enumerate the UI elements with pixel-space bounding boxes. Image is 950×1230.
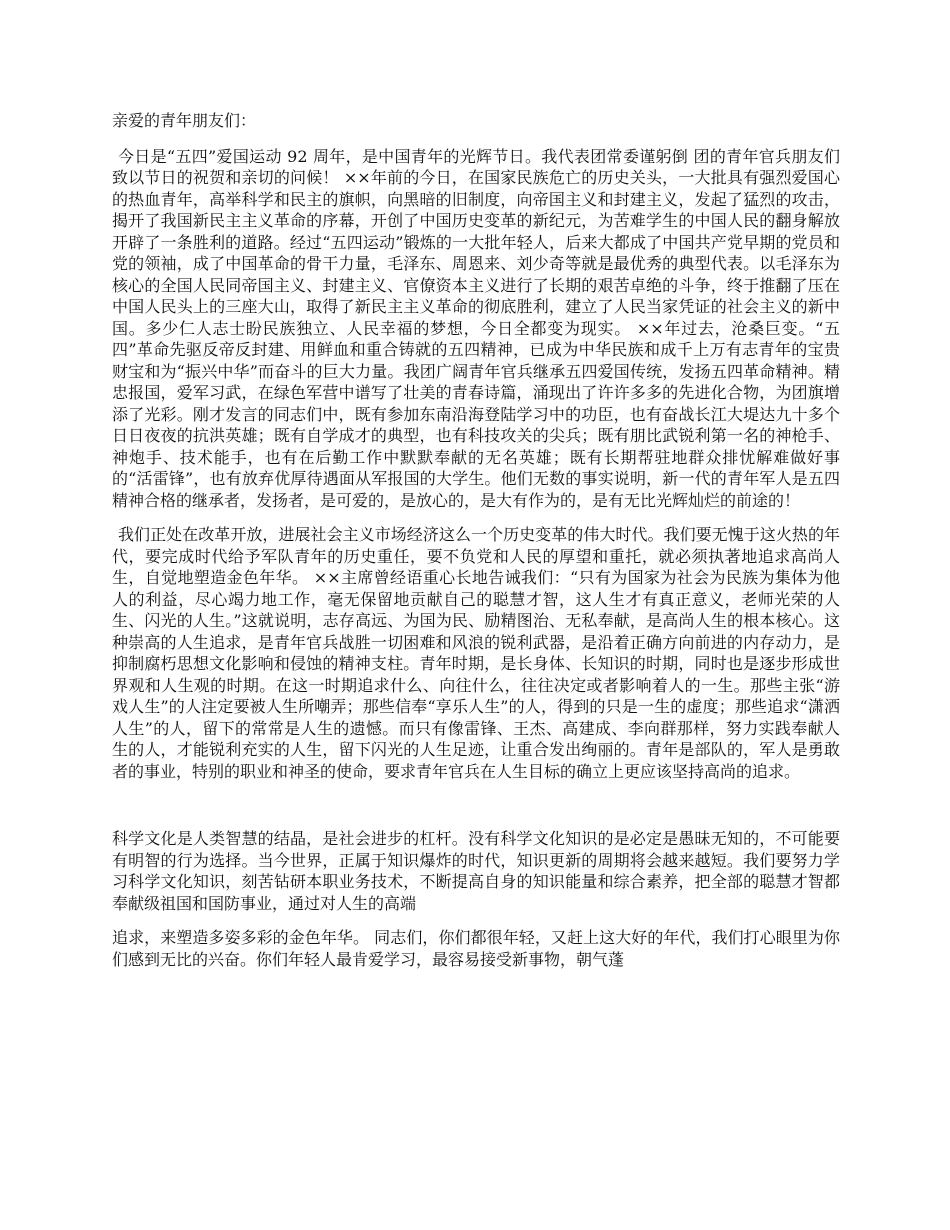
paragraph-science-culture: 科学文化是人类智慧的结晶，是社会进步的杠杆。没有科学文化知识的是必定是愚昧无知的，不可能要有明智的行为选择。当今世界，正属于知识爆炸的时代，知识更新的周期将会越来越短。我们要努力学习科学文化知识，刻苦钻研本职业务技术，不断提高自身的知识能量和综合素养，把全部的聪慧才智都奉献级祖国和国防事业，通过对人生的高端	[112, 829, 840, 913]
salutation: 亲爱的青年朋友们：	[112, 111, 257, 130]
paragraph-noble-life: 我们正处在改革开放，进展社会主义市场经济这么一个历史变革的伟大时代。我们要无愧于这火热的年代，要完成时代给予军队青年的历史重任，要不负党和人民的厚望和重托，就必须执著地追求高尚人生，自觉地塑造金色年华。 ××主席曾经语重心长地告诫我们：“只有为国家为社会为民族为集体为他人的利益，尽心竭力地工作，毫无保留地贡献自己的聪慧才智，这人生才有真正意义，老师光荣的人生、闪光的人生。”这就说明，志存高远、为国为民、励精图治、无私奉献，是高尚人生的根本核心。这种崇高的人生追求，是青年官兵战胜一切困难和风浪的锐利武器，是沿着正确方向前进的内存动力，是抑制腐朽思想文化影响和侵蚀的精神支柱。青年时期，是长身体、长知识的时期，同时也是逐步形成世界观和人生观的时期。在这一时期追求什么、向往什么，往往决定或者影响着人的一生。那些主张“游戏人生”的人注定要被人生所嘲弄；那些信奉“享乐人生”的人，得到的只是一生的虚度；那些追求“潇洒人生”的人，留下的常常是人生的遗憾。而只有像雷锋、王杰、高建成、李向群那样，努力实践奉献人生的人，才能锐利充实的人生，留下闪光的人生足迹，让重合发出绚丽的。青年是部队的，军人是勇敢者的事业，特别的职业和神圣的使命，要求青年官兵在人生目标的确立上更应该坚持高尚的追求。	[112, 525, 840, 781]
paragraph-closing: 追求，来塑造多姿多彩的金色年华。 同志们，你们都很年轻，又赶上这大好的年代，我们打心眼里为你们感到无比的兴奋。你们年轻人最肯爱学习，最容易接受新事物，朝气蓬	[112, 928, 840, 969]
document-body	[112, 110, 840, 983]
paragraph-wusi-anniversary: 今日是“五四”爱国运动 92 周年，是中国青年的光辉节日。我代表团常委谨躬倒 团的青年官兵朋友们致以节日的祝贺和亲切的问候！ ××年前的今日，在国家民族危亡的历史关头，一大批具有强烈爱国心的热血青年，高举科学和民主的旗帜，向黑暗的旧制度，向帝国主义和封建主义，发起了猛烈的攻击，揭开了我国新民主主义革命的序幕，开创了中国历史变革的新纪元，为苦难学生的中国人民的翻身解放开辟了一条胜利的道路。经过“五四运动”锻炼的一大批年轻人，后来大都成了中国共产党早期的党员和党的领袖，成了中国革命的骨干力量，毛泽东、周恩来、刘少奇等就是最优秀的典型代表。以毛泽东为核心的全国人民同帝国主义、封建主义、官僚资本主义进行了长期的艰苦卓绝的斗争，终于推翻了压在中国人民头上的三座大山，取得了新民主主义革命的彻底胜利，建立了人民当家凭证的社会主义的新中国。多少仁人志士盼民族独立、人民幸福的梦想，今日全都变为现实。 ××年过去，沧桑巨变。“五四”革命先驱反帝反封建、用鲜血和重合铸就的五四精神，已成为中华民族和成千上万有志青年的宝贵财宝和为“振兴中华”而奋斗的巨大力量。我团广阔青年官兵继承五四爱国传统，发扬五四革命精神。精忠报国，爱军习武，在绿色军营中谱写了壮美的青春诗篇，涌现出了许许多多的先进化合物，为团旗增添了光彩。刚才发言的同志们中，既有参加东南沿海登陆学习中的功臣，也有奋战长江大堤达九十多个日日夜夜的抗洪英雄；既有自学成才的典型，也有科技攻关的尖兵；既有朋比武锐利第一名的神枪手、神炮手、技术能手，也有在后勤工作中默默奉献的无名英雄；既有长期帮驻地群众排忧解难做好事的“活雷锋”，也有放弃优厚待遇面从军报国的大学生。他们无数的事实说明，新一代的青年军人是五四精神合格的继承者，发扬者，是可爱的，是放心的，是大有作为的，是有无比光辉灿烂的前途的！	[112, 146, 840, 510]
